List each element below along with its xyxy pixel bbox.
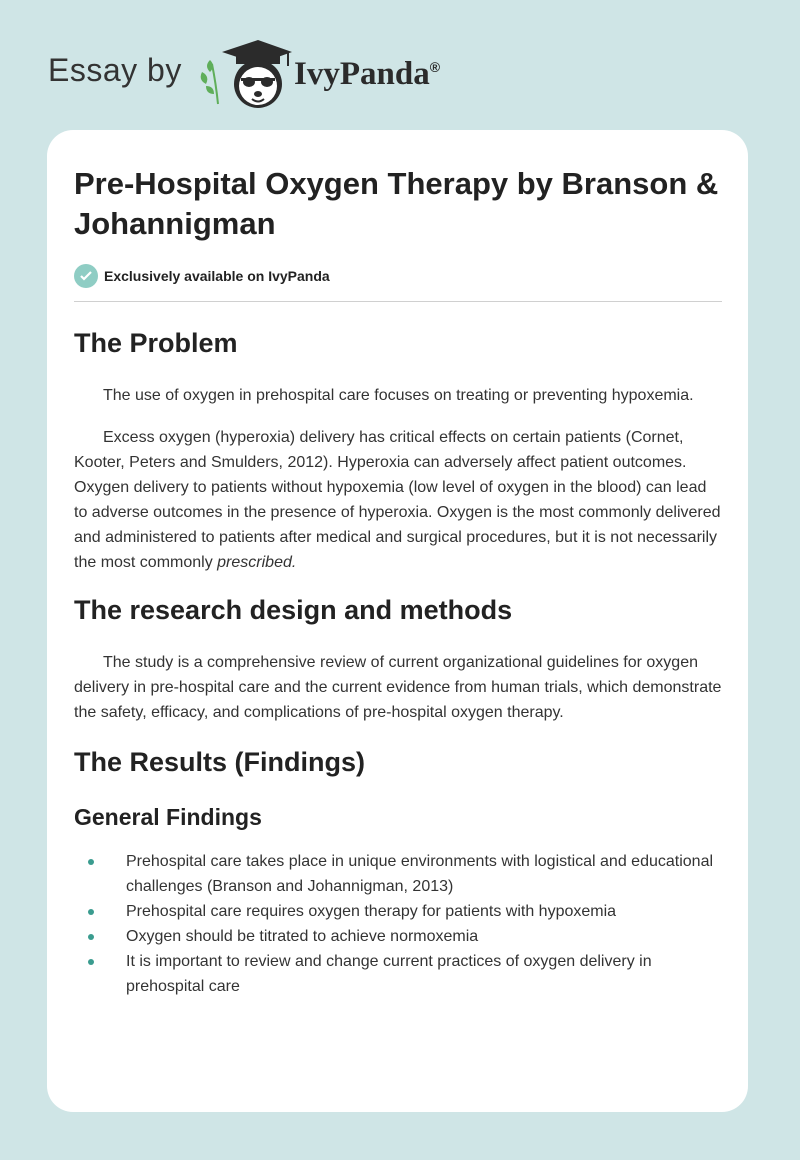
page-title: Pre-Hospital Oxygen Therapy by Branson & Johannigman	[74, 166, 719, 241]
check-circle-icon	[74, 264, 98, 288]
heading-problem: The Problem	[74, 328, 238, 358]
list-item	[74, 924, 724, 949]
essay-content	[74, 164, 724, 999]
list-item	[74, 849, 724, 899]
divider	[74, 301, 722, 302]
exclusive-label: Exclusively available on IvyPanda	[104, 268, 330, 284]
subheading-general-findings: General Findings	[74, 804, 262, 830]
heading-results: The Results (Findings)	[74, 747, 366, 777]
list-item	[74, 899, 724, 924]
bullet-icon	[88, 859, 94, 865]
problem-paragraph-2-text: Excess oxygen (hyperoxia) delivery has critical effects on certain patients (Cornet, Kooter, Peters and Smulders, 2012). Hyperoxia can adversely affect patient outcomes. Oxygen delivery to patients without hypoxemia (low level of oxygen in the blood) can lead to adverse outcomes in the presence of hyperoxia. Oxygen is the most commonly delivered and administered to patients after medical and surgical procedures, but it is not necessarily the most commonly	[74, 429, 721, 571]
brand-name[interactable]	[294, 56, 440, 93]
essay-card	[47, 130, 748, 1112]
ivypanda-logo-icon[interactable]	[200, 36, 292, 112]
list-item	[74, 949, 724, 999]
problem-paragraph-2-emphasis: prescribed.	[217, 554, 297, 571]
bullet-icon	[88, 934, 94, 940]
problem-paragraph-1: The use of oxygen in prehospital care focuses on treating or preventing hypoxemia.	[103, 387, 694, 404]
essay-by-label: Essay by	[48, 52, 182, 88]
list-item-text: Oxygen should be titrated to achieve normoxemia	[126, 928, 479, 945]
list-item-text: Prehospital care takes place in unique environments with logistical and educational challenges (Branson and Johannigman, 2013)	[126, 853, 714, 895]
design-paragraph-1: The study is a comprehensive review of current organizational guidelines for oxygen delivery in pre-hospital care and the current evidence from human trials, which demonstrate the safety, efficacy, and complications of pre-hospital oxygen therapy.	[74, 654, 722, 721]
registered-mark: ®	[429, 59, 441, 75]
brand-name-text: IvyPanda	[294, 56, 430, 92]
bullet-icon	[88, 909, 94, 915]
exclusive-badge	[74, 262, 724, 290]
list-item-text: It is important to review and change current practices of oxygen delivery in prehospital care	[126, 953, 652, 995]
site-header	[48, 34, 748, 114]
bullet-icon	[88, 959, 94, 965]
heading-research-design: The research design and methods	[74, 595, 513, 625]
list-item-text: Prehospital care requires oxygen therapy for patients with hypoxemia	[126, 903, 617, 920]
problem-paragraph-2	[74, 425, 724, 575]
findings-list	[74, 849, 724, 999]
